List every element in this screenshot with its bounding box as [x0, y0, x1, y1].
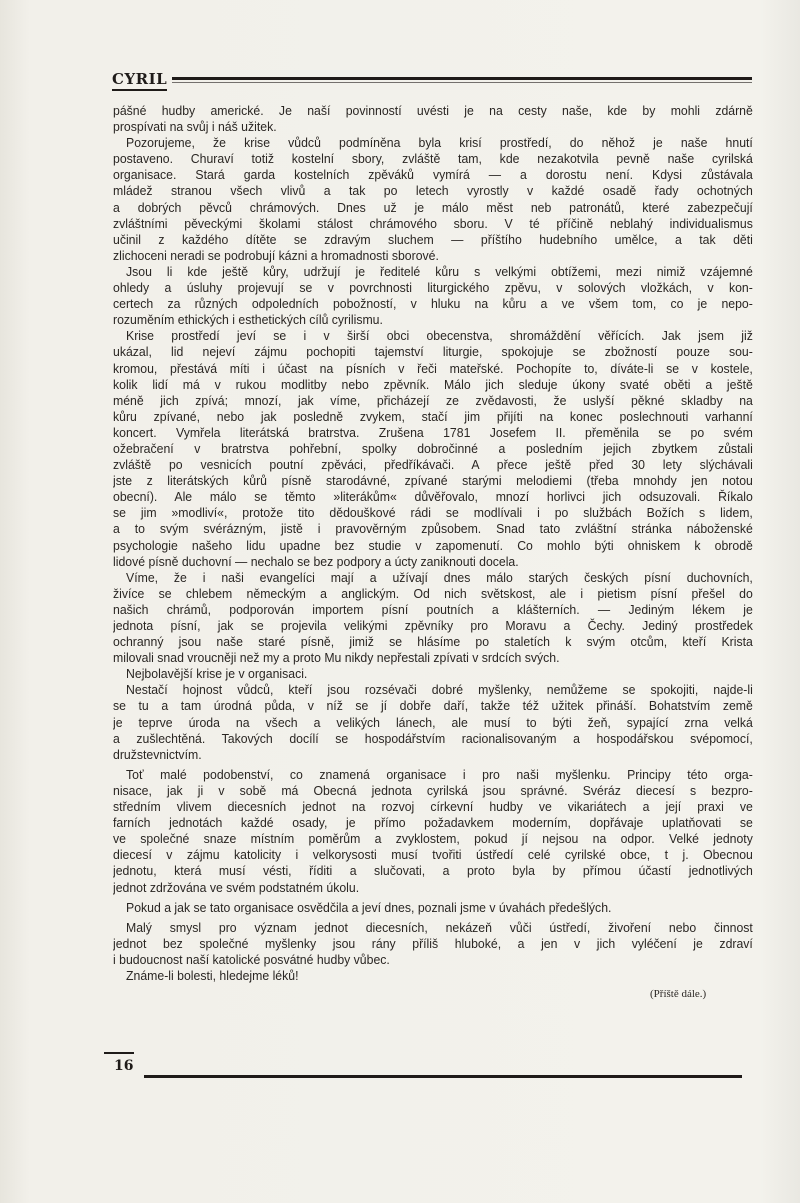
text-line: kolik lidí má v rukou modlitby nebo zpěvník. Málo jich sleduje úkony svaté oběti a ještě [113, 376, 753, 392]
text-line: ochranný jsou naše staré písně, jimiž se hlásíme po staletích k svým otcům, kteří Krista [113, 634, 753, 650]
text-line: lidové písně duchovní — nechalo se bez podpory a úcty zaniknouti docela. [113, 553, 519, 569]
paragraph [113, 103, 753, 135]
text-line: a dobrých pěvců chrámových. Dnes už je málo měst neb patronátů, které zabezpečují [113, 199, 753, 215]
paragraph [113, 569, 753, 667]
text-line: kromou, přestává míti i účast na písních v řeči mateřské. Pochopíte to, díváte-li se v kostele, [113, 360, 753, 376]
text-line: kůru zpívané, nebo jak posledně zvykem, stačí jim přijíti na konec poslechnouti varhanní [113, 408, 753, 424]
text-line: zlichoceni neradi se podrobují kázni a hromadnosti sborové. [113, 247, 439, 263]
paragraph [113, 900, 708, 916]
paragraph [113, 766, 753, 896]
text-line: organisace. Stará garda kostelních zpěváků vymírá — a dorostu není. Kdysi zůstávala [113, 167, 753, 183]
text-line: koncert. Vymřela literátská bratrstva. Zrušena 1781 Josefem II. přeměnila se po svém [113, 424, 753, 440]
text-line: Jsou li kde ještě kůry, udržují je ředitelé kůru s velkými obtížemi, mezi nimiž vzájemné [126, 263, 753, 279]
text-line: Nestačí hojnost vůdců, kteří jsou rozsévači dobré myšlenky, nemůžeme se spokojiti, najde-li [126, 682, 753, 698]
text-line: psychologie našeho lidu upadne bez studie v zapomenutí. Co mohlo býti ohniskem k obrodě [113, 537, 753, 553]
text-line: Krise prostředí jeví se i v širší obci obecenstva, shromáždění věřících. Jak jsem již [126, 328, 753, 344]
text-line: pášné hudby americké. Je naší povinností uvésti je na cesty naše, kde by mohli zdárně [113, 103, 753, 118]
text-line: živíce se chlebem německým a anglickým. Od nich světskost, ale i pietism písní přešel do [113, 585, 753, 601]
text-line: a to svým svérázným, jistě i pravověrným způsobem. Snad tato zvláštní stránka náboženské [113, 521, 753, 537]
paragraph [113, 263, 753, 328]
text-line: je teprve úroda na všech a velikých lánech, ale musí to býti žeň, sypající zrna velká [113, 714, 753, 730]
text-line: zvláštními pěveckými školami stálost chrámového sboru. V té příčině neblahý individualismus [113, 215, 753, 231]
text-line: Malý smysl pro význam jednot diecesních, nekázeň vůči ústředí, živoření nebo činnost [126, 919, 753, 935]
text-line: se jim »modliví«, protože tito dědouškové rádi se modlívali i po službách Božích s lidem, [113, 505, 753, 521]
text-line: Nejbolavější krise je v organisaci. [126, 666, 308, 682]
text-line: Známe-li bolesti, hledejme léků! [126, 967, 299, 983]
text-line: ve společné snaze místním poměrům a zvyklostem, pokud jí nejsou na odpor. Velké jednoty [113, 831, 753, 847]
text-line: našich chrámů, podporován importem písní poutních a klášterních. — Jediným lékem je [113, 601, 753, 617]
text-line: Víme, že i naši evangelíci mají a užívají dnes málo starých českých písní duchovních, [126, 569, 753, 585]
text-line: jednotu, která musí vésti, říditi a slučovati, a proto byla by přímou účastí jednotlivých [113, 863, 753, 879]
text-line: jednot zdržována ve svém podstatném úkolu. [113, 879, 360, 895]
paragraph [113, 666, 708, 682]
paragraph [113, 135, 753, 264]
header-rule-thin [172, 82, 752, 83]
running-header [112, 68, 752, 98]
text-line: ožebračení v bratrstva pohřební, spolky dobročinné a posledním jejich zbytkem zůstali [113, 440, 753, 456]
text-line: certech za různých odpoledních pobožností, v hluku na kůru a ve všem tom, co je nepo- [113, 296, 753, 312]
page-number: 16 [114, 1058, 134, 1074]
footer-rule [144, 1075, 742, 1078]
page-footer [104, 1048, 744, 1078]
text-line: ohledy a úsluhy projevují se v povrchnosti liturgického zpěvu, v solových vložkách, v kon- [113, 280, 753, 296]
paragraph [113, 968, 708, 984]
text-line: rozuměním ethických i esthetických cílů cyrilismu. [113, 312, 383, 328]
text-line: farních jednotách každé osady, je přímo požadavkem moderním, dopřávaje uplatňovati se [113, 815, 753, 831]
continued-note: (Příště dále.) [650, 988, 707, 1000]
text-line: mládež stranou všech vlivů a tak po letech vyrostly v každé osadě řady ochotných [113, 183, 753, 199]
text-line: méně jich zpívá; mnozí, jak víme, přicházejí ze zvědavosti, že uslyší pěkné skladby na [113, 392, 753, 408]
text-line: jednota písní, jak se projevila velikými zpěvníky pro Moravu a Čechy. Jediný prostředek [113, 618, 753, 633]
paragraph [113, 682, 753, 762]
text-line: Pozorujeme, že krise vůdců podmíněna byla krisí prostředí, do něhož je naše hnutí [126, 135, 753, 151]
paragraph [113, 919, 753, 968]
text-line: nisace, jak ji v sobě má Obecná jednota cyrilská jsou správné. Svéráz diecesí s bezpro- [113, 782, 753, 798]
text-line: jednot bez společné myšlenky jsou rány příliš hluboké, a jen v jich vyléčení je zdraví [113, 935, 753, 951]
text-line: Pokud a jak se tato organisace osvědčila a jeví dnes, poznali jsme v úvahách předešlých. [126, 899, 612, 915]
text-line: i budoucnost naší katolické posvátné hudby vůbec. [113, 951, 390, 967]
paragraph [113, 328, 753, 569]
text-line: se tu a tam úrodná půda, v níž se jí dobře daří, takže též užitek přináší. Bohatstvím země [113, 698, 753, 714]
article-body [113, 103, 753, 984]
text-line: ukázal, lid nejeví zájmu pochopiti tajemství liturgie, spokojuje se zbožností pouze sou- [113, 344, 753, 360]
page-number-overline [104, 1052, 134, 1054]
text-line: družstevnictvím. [113, 746, 202, 762]
text-line: Toť malé podobenství, co znamená organisace i pro naši myšlenku. Principy této orga- [126, 766, 753, 782]
header-title: CYRIL [112, 70, 167, 91]
text-line: prospívati na svůj i náš užitek. [113, 119, 277, 135]
text-line: učinil z každého dítěte se zdravým sluchem — příštího hudebního umělce, a tak děti [113, 231, 753, 247]
header-rule [172, 77, 752, 80]
text-line: a zušlechtěná. Takových docílí se hospodářstvím racionalisovaným a hospodářskou svépomocí, [113, 730, 753, 746]
text-line: diecesí v zájmu katolicity i velkorysosti musí tvořiti ústředí celé cyrilské obce, t j. Obecnou [113, 847, 753, 863]
text-line: jste z literátských kůrů písně starodávné, zpívané starými melodiemi (třeba mnohdy jen notou [113, 473, 753, 489]
text-line: obecní). Ale málo se těmto »literákům« důvěřovalo, mnozí horlivci jich odsuzovali. Říkalo [113, 489, 753, 505]
text-line: postaveno. Churaví totiž kostelní sbory, zvláště tam, kde nezakotvila pevně naše cyrilská [113, 151, 753, 167]
text-line: středním vlivem diecesních jednot na rozvoj církevní hudby ve vikariátech a její praxi ve [113, 799, 753, 815]
text-line: zvláště po vesnicích poutní zpěváci, předříkávači. A přece ještě před 30 lety slýchávali [113, 457, 753, 473]
text-line: milovali snad vroucněji než my a proto Mu nikdy nepřestali zpívati v srdcích svých. [113, 650, 560, 666]
